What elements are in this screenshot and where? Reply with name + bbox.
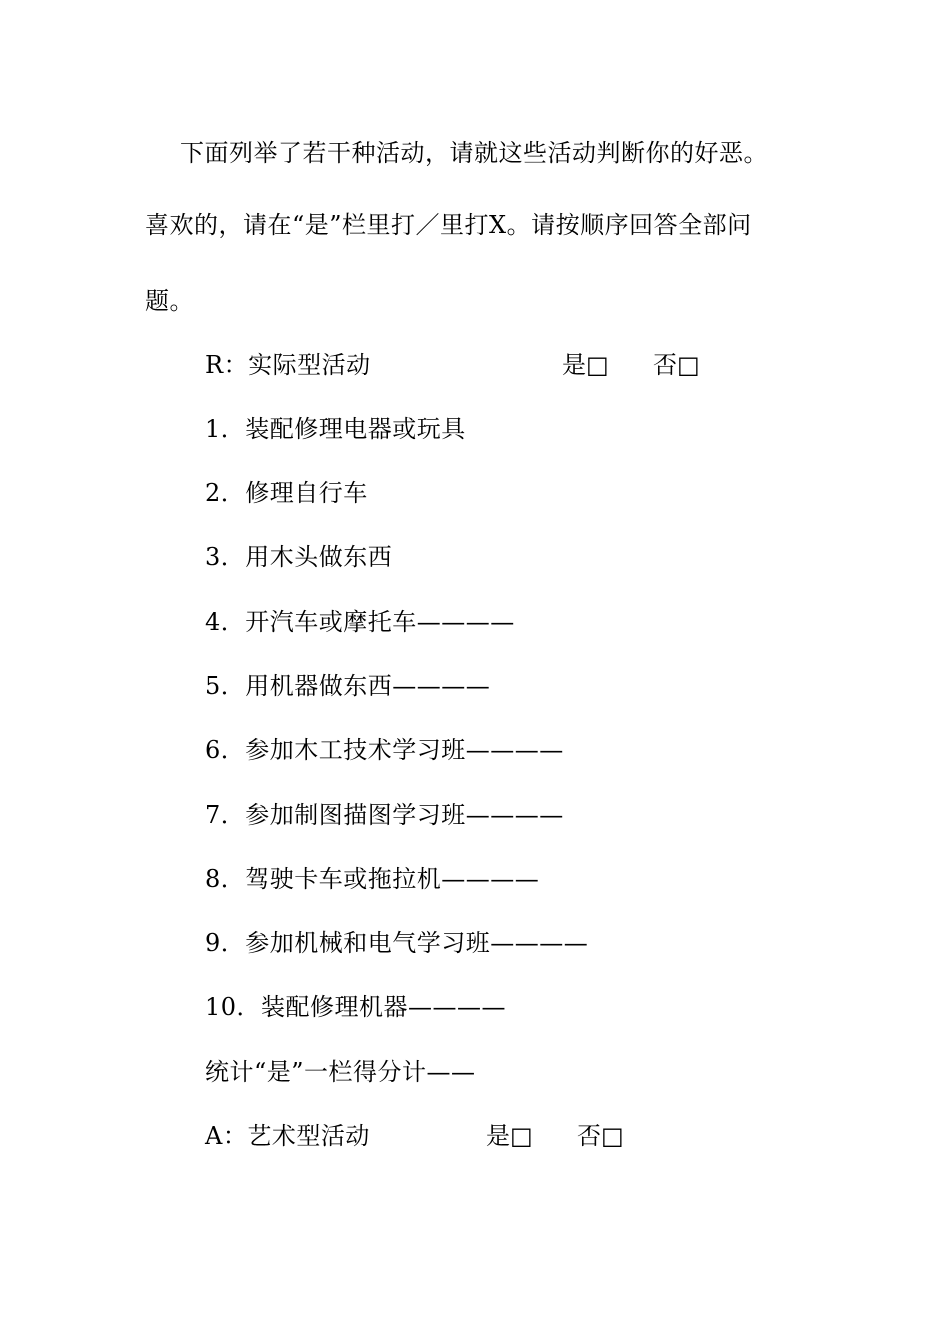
list-item: 9．参加机械和电气学习班———— xyxy=(205,929,589,957)
list-item: 5．用机器做东西———— xyxy=(205,672,491,700)
intro-line-2: 喜欢的，请在“是”栏里打／里打X。请按顺序回答全部问 xyxy=(145,211,752,239)
section-a-title: A：艺术型活动 xyxy=(205,1122,370,1150)
list-item: 8．驾驶卡车或拖拉机———— xyxy=(205,865,540,893)
section-r-yes-checkbox[interactable]: 是□ xyxy=(562,351,609,379)
list-item: 1．装配修理电器或玩具 xyxy=(205,415,466,443)
list-item: 3．用木头做东西 xyxy=(205,543,393,571)
list-item: 4．开汽车或摩托车———— xyxy=(205,608,515,636)
list-item: 6．参加木工技术学习班———— xyxy=(205,736,564,764)
section-r-no-checkbox[interactable]: 否□ xyxy=(653,351,700,379)
section-r-tally: 统计“是”一栏得分计—— xyxy=(205,1058,476,1086)
list-item: 10．装配修理机器———— xyxy=(205,993,507,1021)
section-a-no-checkbox[interactable]: 否□ xyxy=(577,1122,624,1150)
section-r-title: R：实际型活动 xyxy=(205,351,371,379)
intro-line-3: 题。 xyxy=(145,287,194,315)
intro-line-1: 下面列举了若干种活动，请就这些活动判断你的好恶。 xyxy=(180,139,768,167)
list-item: 7．参加制图描图学习班———— xyxy=(205,801,564,829)
list-item: 2．修理自行车 xyxy=(205,479,368,507)
section-a-yes-checkbox[interactable]: 是□ xyxy=(486,1122,533,1150)
